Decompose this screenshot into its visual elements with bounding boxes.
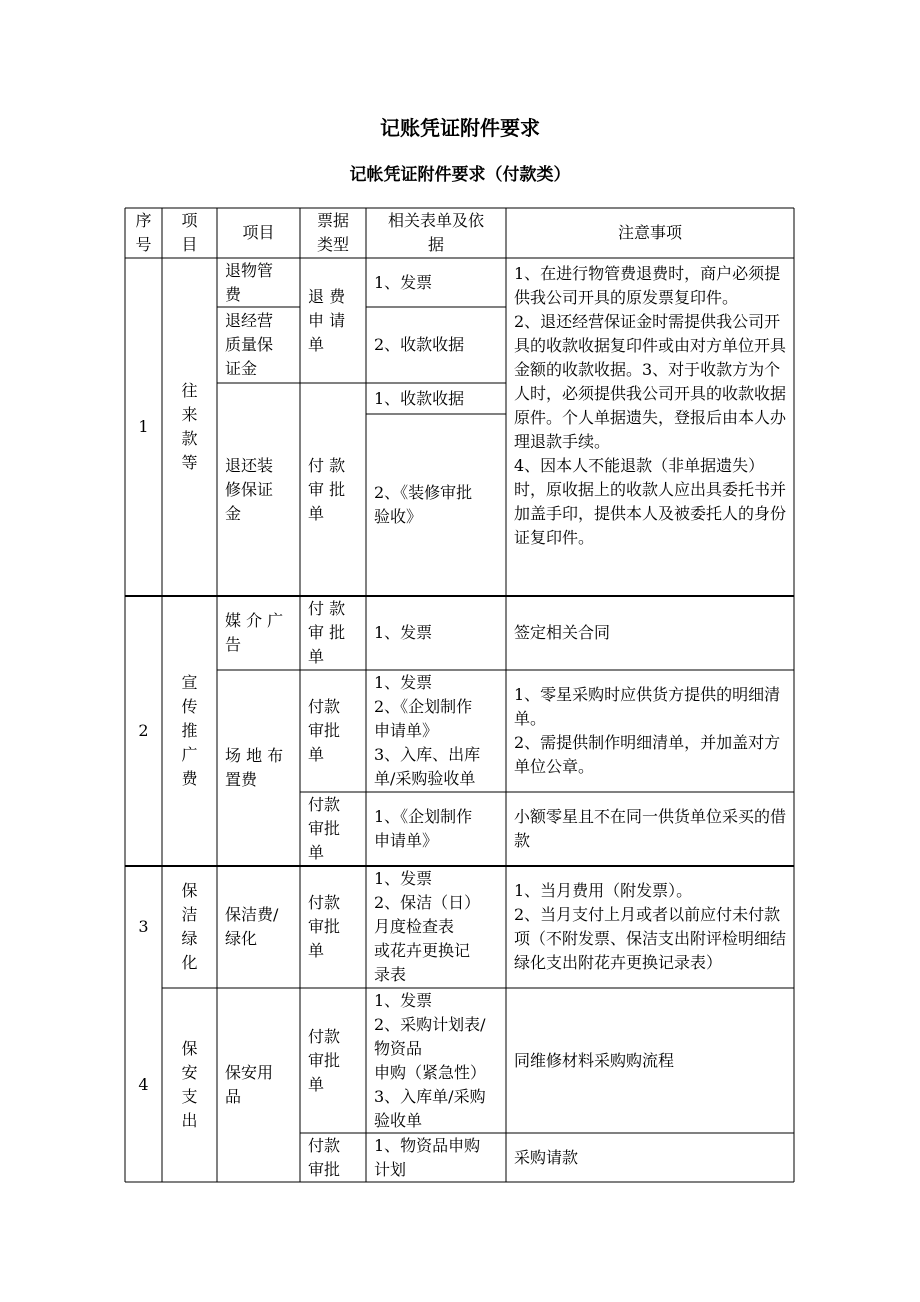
row4-type-a: 付款 审批 单 (308, 1026, 341, 1094)
row3-seq: 3 (138, 917, 149, 936)
row2-notes-b2: 小额零星且不在同一供货单位采买的借款 (514, 807, 787, 850)
row1-item-refund-deposit: 退经营 质量保 证金 (225, 311, 274, 378)
row1-item-renovation-deposit: 退还装 修保证 金 (225, 455, 274, 523)
row1-notes: 1、在进行物管费退费时，商户必须提供我公司开具的原发票复印件。 2、退还经营保证金时需提供我公司开具的收款收据复印件或由对方单位开具金额的收款收据。3、对于收款方为个人时，必须提供我公司开具的收款收据原件。个人单据遗失，登报后由本人办理退款手续。 4、因本人不能退款（非单据遗失）时，原收据上的收款人应出具委托书并加盖手印，提供本人及被委托人的身份证复印件。 (514, 264, 787, 547)
row3-type: 付款 审批 单 (308, 893, 341, 960)
row2-basis-b1: 1、发票 2、《企划制作 申请单》 3、入库、出库 单/采购验收单 (374, 673, 481, 788)
row4-notes-b: 采购请款 (514, 1147, 579, 1167)
row1-basis-invoice: 1、发票 (374, 272, 433, 292)
row4-basis-a: 1、发票 2、采购计划表/ 物资品 申购（紧急性） 3、入库单/采购 验收单 (374, 990, 487, 1130)
row1-basis-receipt-2: 1、收款收据 (374, 388, 465, 408)
header-item: 项目 (242, 223, 275, 242)
row2-basis-a: 1、发票 (374, 623, 433, 642)
row2-type-b2: 付款 审批 单 (308, 795, 341, 862)
row4-seq: 4 (138, 1075, 149, 1094)
row2-basis-b2: 1、《企划制作 申请单》 (374, 807, 473, 850)
row2-notes-b1: 1、零星采购时应供货方提供的明细清单。 2、需提供制作明细清单，并加盖对方单位公章。 (514, 685, 781, 776)
row2-type-a: 付 款 审 批 单 (308, 599, 346, 666)
row1-type-payment: 付 款 审 批 单 (308, 455, 346, 523)
row4-item: 保安用 品 (225, 1063, 274, 1106)
row1-category: 往 来 款 等 (181, 381, 198, 472)
row3-category: 保 洁 绿 化 (181, 881, 198, 972)
header-category: 项 目 (181, 211, 198, 254)
row4-type-b: 付款 审批 (308, 1135, 341, 1179)
row2-category: 宣 传 推 广 费 (181, 673, 198, 788)
row1-basis-receipt: 2、收款收据 (374, 335, 465, 354)
row2-seq: 2 (138, 721, 149, 740)
row2-item-venue: 场 地 布 置费 (225, 746, 284, 789)
header-voucher-type: 票据 类型 (316, 211, 349, 254)
row1-type-refund: 退 费 申 请 单 (308, 286, 346, 354)
row1-basis-renovation: 2、《装修审批 验收》 (374, 483, 473, 526)
row4-basis-b: 1、物资品申购 计划 (374, 1135, 481, 1179)
row4-notes-a: 同维修材料采购购流程 (514, 1050, 675, 1070)
header-notes: 注意事项 (617, 223, 682, 242)
header-basis: 相关表单及依 据 (387, 211, 484, 254)
header-seq: 序 号 (135, 211, 152, 254)
row3-basis: 1、发票 2、保洁（日） 月度检查表 或花卉更换记 录表 (374, 869, 481, 984)
row2-type-b1: 付款 审批 单 (308, 697, 341, 764)
row3-notes: 1、当月费用（附发票）。 2、当月支付上月或者以前应付未付款项（不附发票、保洁支出附评检明细结绿化支出附花卉更换记录表） (514, 881, 787, 972)
row1-item-refund-fee: 退物管 费 (225, 260, 274, 304)
document-title: 记账凭证附件要求 (380, 116, 540, 140)
document-subtitle: 记帐凭证附件要求（付款类） (349, 165, 571, 185)
row3-item: 保洁费/ 绿化 (225, 905, 279, 948)
row2-item-media-ad: 媒 介 广 告 (225, 611, 284, 654)
row4-category: 保 安 支 出 (181, 1039, 198, 1130)
row1-seq: 1 (138, 417, 149, 436)
row2-notes-a: 签定相关合同 (514, 623, 611, 642)
